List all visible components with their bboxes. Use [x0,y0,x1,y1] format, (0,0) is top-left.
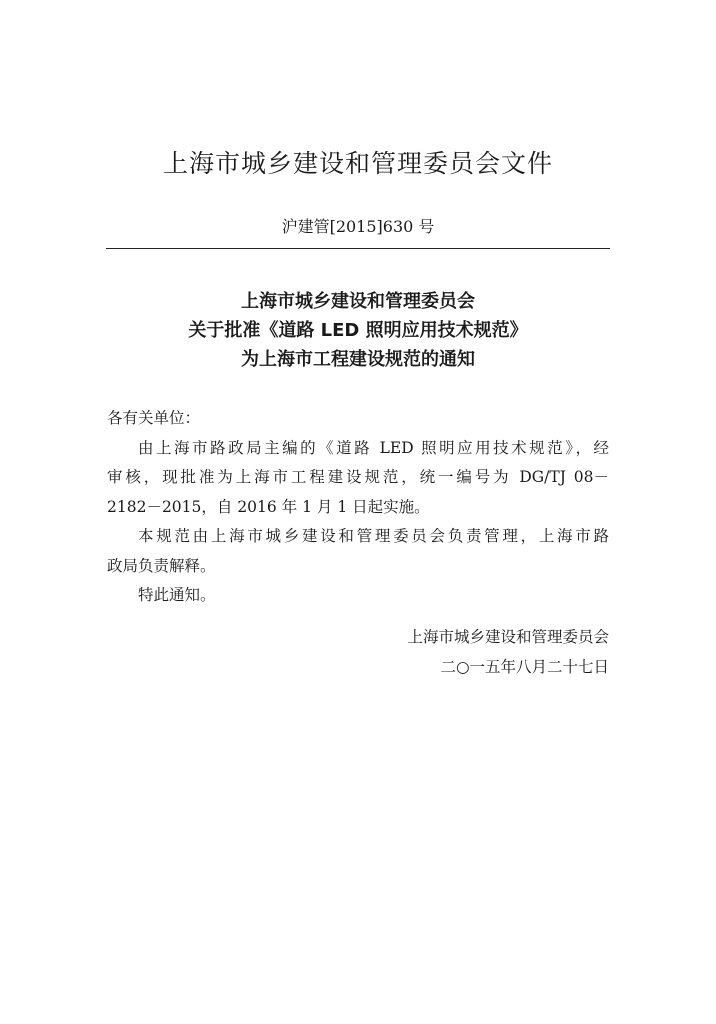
paragraph-2-line-2: 政局负责解释。 [107,556,216,575]
paragraph-2-line-1: 本规范由上海市城乡建设和管理委员会负责管理，上海市路 [138,527,609,545]
issuer-header-title: 上海市城乡建设和管理委员会文件 [162,149,553,178]
notice-title-line-3: 为上海市工程建设规范的通知 [241,349,475,370]
notice-title-line-2: 关于批准《道路 LED 照明应用技术规范》 [188,320,528,341]
notice-title [0,287,716,374]
paragraph-1 [107,434,609,523]
paragraph-3-line-1: 特此通知。 [138,586,216,604]
signature-block [407,622,609,682]
paragraph-2 [107,522,609,581]
salutation: 各有关单位： [107,409,201,427]
header-divider [106,248,610,249]
notice-body [107,404,609,611]
signature-issuer: 上海市城乡建设和管理委员会 [407,628,609,646]
paragraph-3 [107,581,609,611]
notice-title-line-1: 上海市城乡建设和管理委员会 [241,291,475,312]
paragraph-1-line-3: 2182－2015，自 2016 年 1 月 1 日起实施。 [107,497,430,516]
paragraph-1-line-1: 由上海市路政局主编的《道路 LED 照明应用技术规范》，经 [138,438,609,457]
document-number: 沪建管[2015]630 号 [281,217,435,236]
signature-date: 二○一五年八月二十七日 [440,658,609,676]
paragraph-1-line-2: 审核，现批准为上海市工程建设规范，统一编号为 DG/TJ 08－ [107,468,609,486]
